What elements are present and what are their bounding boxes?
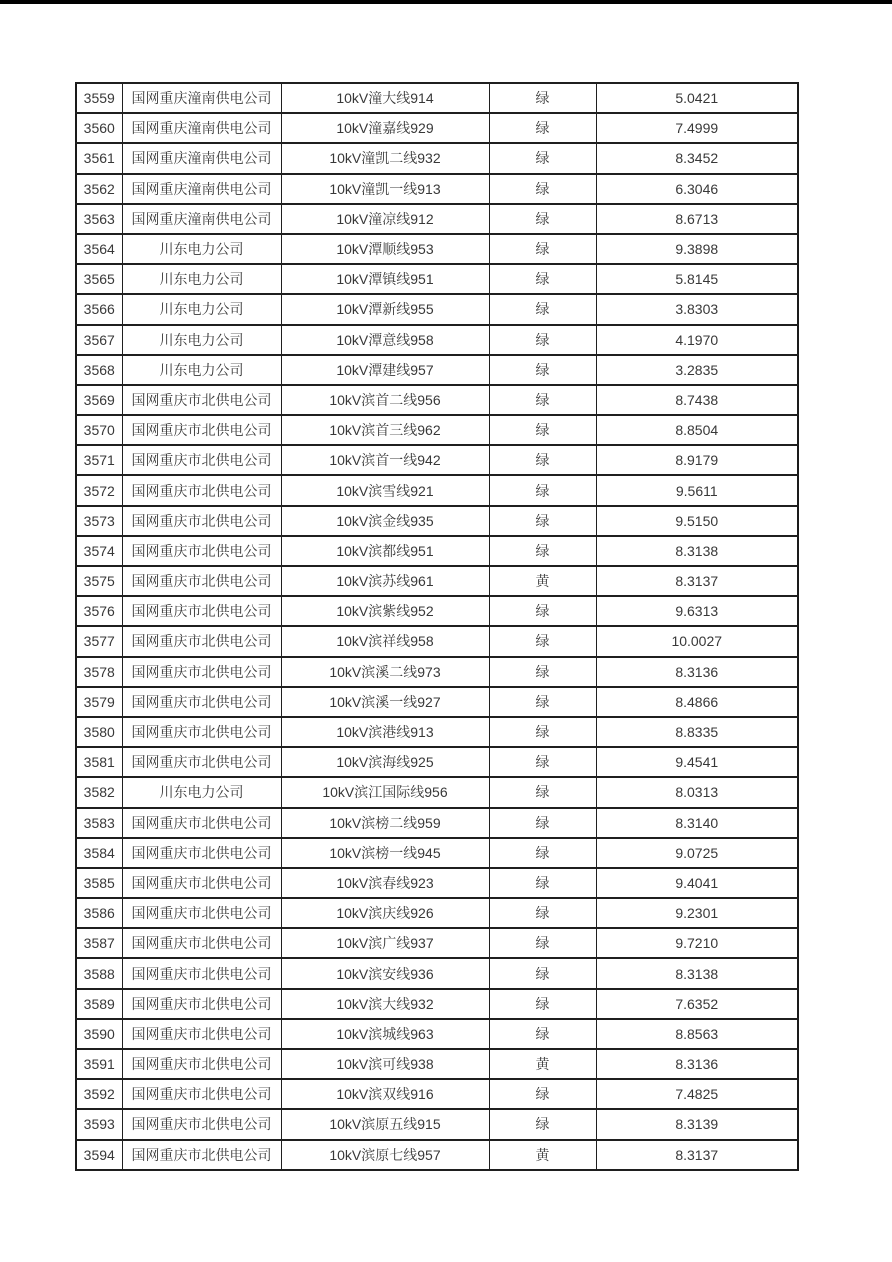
status-cell: 绿: [489, 83, 596, 113]
line-name-cell: 10kV潼凉线912: [281, 204, 489, 234]
line-name-cell: 10kV滨大线932: [281, 989, 489, 1019]
status-cell: 绿: [489, 113, 596, 143]
value-cell: 9.3898: [596, 234, 798, 264]
table-row: [76, 445, 798, 475]
row-index-cell: 3570: [76, 415, 122, 445]
status-cell: 绿: [489, 838, 596, 868]
status-cell: 绿: [489, 1079, 596, 1109]
status-cell: 绿: [489, 808, 596, 838]
table-row: [76, 1079, 798, 1109]
company-cell: 国网重庆市北供电公司: [122, 536, 281, 566]
row-index-cell: 3568: [76, 355, 122, 385]
status-cell: 绿: [489, 143, 596, 173]
company-cell: 川东电力公司: [122, 777, 281, 807]
company-cell: 国网重庆潼南供电公司: [122, 174, 281, 204]
value-cell: 8.3452: [596, 143, 798, 173]
row-index-cell: 3584: [76, 838, 122, 868]
row-index-cell: 3565: [76, 264, 122, 294]
company-cell: 国网重庆市北供电公司: [122, 838, 281, 868]
line-name-cell: 10kV滨海线925: [281, 747, 489, 777]
line-name-cell: 10kV滨可线938: [281, 1049, 489, 1079]
table-row: [76, 475, 798, 505]
value-cell: 5.8145: [596, 264, 798, 294]
row-index-cell: 3581: [76, 747, 122, 777]
status-cell: 绿: [489, 777, 596, 807]
status-cell: 黄: [489, 1049, 596, 1079]
company-cell: 川东电力公司: [122, 294, 281, 324]
company-cell: 川东电力公司: [122, 264, 281, 294]
value-cell: 9.5150: [596, 506, 798, 536]
row-index-cell: 3578: [76, 657, 122, 687]
table-row: [76, 355, 798, 385]
status-cell: 绿: [489, 1019, 596, 1049]
status-cell: 绿: [489, 385, 596, 415]
value-cell: 8.3137: [596, 1140, 798, 1170]
company-cell: 国网重庆市北供电公司: [122, 415, 281, 445]
status-cell: 绿: [489, 174, 596, 204]
status-cell: 绿: [489, 596, 596, 626]
value-cell: 8.3138: [596, 536, 798, 566]
status-cell: 绿: [489, 264, 596, 294]
line-name-cell: 10kV滨春线923: [281, 868, 489, 898]
table-row: [76, 385, 798, 415]
row-index-cell: 3590: [76, 1019, 122, 1049]
company-cell: 川东电力公司: [122, 234, 281, 264]
value-cell: 8.3139: [596, 1109, 798, 1139]
status-cell: 绿: [489, 747, 596, 777]
value-cell: 8.3140: [596, 808, 798, 838]
company-cell: 国网重庆市北供电公司: [122, 717, 281, 747]
table-row: [76, 113, 798, 143]
value-cell: 3.2835: [596, 355, 798, 385]
status-cell: 黄: [489, 566, 596, 596]
line-name-cell: 10kV滨溪一线927: [281, 687, 489, 717]
company-cell: 国网重庆市北供电公司: [122, 989, 281, 1019]
status-cell: 绿: [489, 475, 596, 505]
row-index-cell: 3582: [76, 777, 122, 807]
row-index-cell: 3577: [76, 626, 122, 656]
status-cell: 绿: [489, 445, 596, 475]
company-cell: 川东电力公司: [122, 355, 281, 385]
value-cell: 8.7438: [596, 385, 798, 415]
line-name-cell: 10kV滨首一线942: [281, 445, 489, 475]
status-cell: 绿: [489, 1109, 596, 1139]
row-index-cell: 3586: [76, 898, 122, 928]
company-cell: 国网重庆市北供电公司: [122, 958, 281, 988]
line-name-cell: 10kV潭建线957: [281, 355, 489, 385]
value-cell: 4.1970: [596, 325, 798, 355]
value-cell: 9.4541: [596, 747, 798, 777]
line-name-cell: 10kV潭意线958: [281, 325, 489, 355]
company-cell: 国网重庆市北供电公司: [122, 1079, 281, 1109]
company-cell: 国网重庆潼南供电公司: [122, 143, 281, 173]
row-index-cell: 3580: [76, 717, 122, 747]
status-cell: 绿: [489, 958, 596, 988]
table-row: [76, 687, 798, 717]
line-name-cell: 10kV滨祥线958: [281, 626, 489, 656]
table-row: [76, 83, 798, 113]
line-name-cell: 10kV滨安线936: [281, 958, 489, 988]
value-cell: 8.3137: [596, 566, 798, 596]
company-cell: 国网重庆市北供电公司: [122, 626, 281, 656]
table-row: [76, 777, 798, 807]
row-index-cell: 3563: [76, 204, 122, 234]
line-name-cell: 10kV潼大线914: [281, 83, 489, 113]
row-index-cell: 3569: [76, 385, 122, 415]
table-row: [76, 1019, 798, 1049]
value-cell: 8.3138: [596, 958, 798, 988]
line-name-cell: 10kV滨原七线957: [281, 1140, 489, 1170]
line-name-cell: 10kV潭新线955: [281, 294, 489, 324]
company-cell: 川东电力公司: [122, 325, 281, 355]
line-name-cell: 10kV滨金线935: [281, 506, 489, 536]
line-name-cell: 10kV滨城线963: [281, 1019, 489, 1049]
row-index-cell: 3588: [76, 958, 122, 988]
row-index-cell: 3562: [76, 174, 122, 204]
row-index-cell: 3573: [76, 506, 122, 536]
row-index-cell: 3583: [76, 808, 122, 838]
row-index-cell: 3593: [76, 1109, 122, 1139]
row-index-cell: 3589: [76, 989, 122, 1019]
value-cell: 8.8563: [596, 1019, 798, 1049]
line-name-cell: 10kV滨广线937: [281, 928, 489, 958]
line-name-cell: 10kV滨江国际线956: [281, 777, 489, 807]
line-name-cell: 10kV潼凯二线932: [281, 143, 489, 173]
status-cell: 绿: [489, 626, 596, 656]
table-row: [76, 1109, 798, 1139]
value-cell: 8.3136: [596, 1049, 798, 1079]
table-row: [76, 506, 798, 536]
value-cell: 8.8335: [596, 717, 798, 747]
company-cell: 国网重庆市北供电公司: [122, 596, 281, 626]
company-cell: 国网重庆市北供电公司: [122, 506, 281, 536]
company-cell: 国网重庆潼南供电公司: [122, 113, 281, 143]
table-row: [76, 596, 798, 626]
status-cell: 绿: [489, 415, 596, 445]
status-cell: 绿: [489, 294, 596, 324]
value-cell: 9.6313: [596, 596, 798, 626]
table-row: [76, 626, 798, 656]
company-cell: 国网重庆市北供电公司: [122, 898, 281, 928]
power-line-table: [75, 82, 799, 1171]
row-index-cell: 3592: [76, 1079, 122, 1109]
table-row: [76, 325, 798, 355]
table-row: [76, 989, 798, 1019]
row-index-cell: 3560: [76, 113, 122, 143]
row-index-cell: 3591: [76, 1049, 122, 1079]
company-cell: 国网重庆潼南供电公司: [122, 204, 281, 234]
row-index-cell: 3572: [76, 475, 122, 505]
status-cell: 绿: [489, 506, 596, 536]
value-cell: 7.4825: [596, 1079, 798, 1109]
status-cell: 黄: [489, 1140, 596, 1170]
company-cell: 国网重庆潼南供电公司: [122, 83, 281, 113]
line-name-cell: 10kV滨原五线915: [281, 1109, 489, 1139]
table-row: [76, 838, 798, 868]
table-row: [76, 1049, 798, 1079]
value-cell: 5.0421: [596, 83, 798, 113]
value-cell: 9.0725: [596, 838, 798, 868]
row-index-cell: 3594: [76, 1140, 122, 1170]
row-index-cell: 3575: [76, 566, 122, 596]
line-name-cell: 10kV滨首三线962: [281, 415, 489, 445]
table-row: [76, 174, 798, 204]
table-row: [76, 143, 798, 173]
value-cell: 8.3136: [596, 657, 798, 687]
table-row: [76, 898, 798, 928]
line-name-cell: 10kV潼嘉线929: [281, 113, 489, 143]
company-cell: 国网重庆市北供电公司: [122, 928, 281, 958]
value-cell: 9.4041: [596, 868, 798, 898]
value-cell: 8.4866: [596, 687, 798, 717]
table-row: [76, 1140, 798, 1170]
company-cell: 国网重庆市北供电公司: [122, 385, 281, 415]
value-cell: 3.8303: [596, 294, 798, 324]
company-cell: 国网重庆市北供电公司: [122, 1140, 281, 1170]
top-black-bar: [0, 0, 892, 4]
company-cell: 国网重庆市北供电公司: [122, 747, 281, 777]
row-index-cell: 3559: [76, 83, 122, 113]
status-cell: 绿: [489, 898, 596, 928]
line-name-cell: 10kV潭顺线953: [281, 234, 489, 264]
status-cell: 绿: [489, 355, 596, 385]
value-cell: 7.4999: [596, 113, 798, 143]
table-row: [76, 958, 798, 988]
table-row: [76, 566, 798, 596]
row-index-cell: 3564: [76, 234, 122, 264]
table-row: [76, 657, 798, 687]
table-row: [76, 536, 798, 566]
company-cell: 国网重庆市北供电公司: [122, 657, 281, 687]
company-cell: 国网重庆市北供电公司: [122, 445, 281, 475]
line-name-cell: 10kV滨都线951: [281, 536, 489, 566]
status-cell: 绿: [489, 325, 596, 355]
value-cell: 9.5611: [596, 475, 798, 505]
table-row: [76, 717, 798, 747]
line-name-cell: 10kV滨双线916: [281, 1079, 489, 1109]
table-row: [76, 264, 798, 294]
value-cell: 6.3046: [596, 174, 798, 204]
line-name-cell: 10kV滨溪二线973: [281, 657, 489, 687]
company-cell: 国网重庆市北供电公司: [122, 868, 281, 898]
status-cell: 绿: [489, 234, 596, 264]
line-name-cell: 10kV滨紫线952: [281, 596, 489, 626]
value-cell: 9.2301: [596, 898, 798, 928]
line-name-cell: 10kV潭镇线951: [281, 264, 489, 294]
row-index-cell: 3571: [76, 445, 122, 475]
status-cell: 绿: [489, 657, 596, 687]
line-name-cell: 10kV滨榜二线959: [281, 808, 489, 838]
value-cell: 8.0313: [596, 777, 798, 807]
table-row: [76, 808, 798, 838]
table-row: [76, 747, 798, 777]
row-index-cell: 3566: [76, 294, 122, 324]
line-name-cell: 10kV滨港线913: [281, 717, 489, 747]
line-name-cell: 10kV潼凯一线913: [281, 174, 489, 204]
status-cell: 绿: [489, 536, 596, 566]
line-name-cell: 10kV滨榜一线945: [281, 838, 489, 868]
table-row: [76, 928, 798, 958]
company-cell: 国网重庆市北供电公司: [122, 1049, 281, 1079]
value-cell: 8.8504: [596, 415, 798, 445]
table-row: [76, 294, 798, 324]
row-index-cell: 3585: [76, 868, 122, 898]
line-name-cell: 10kV滨庆线926: [281, 898, 489, 928]
table-row: [76, 234, 798, 264]
status-cell: 绿: [489, 717, 596, 747]
row-index-cell: 3567: [76, 325, 122, 355]
status-cell: 绿: [489, 928, 596, 958]
company-cell: 国网重庆市北供电公司: [122, 808, 281, 838]
status-cell: 绿: [489, 989, 596, 1019]
company-cell: 国网重庆市北供电公司: [122, 1109, 281, 1139]
value-cell: 8.9179: [596, 445, 798, 475]
status-cell: 绿: [489, 868, 596, 898]
line-name-cell: 10kV滨苏线961: [281, 566, 489, 596]
status-cell: 绿: [489, 687, 596, 717]
value-cell: 8.6713: [596, 204, 798, 234]
row-index-cell: 3576: [76, 596, 122, 626]
table-row: [76, 415, 798, 445]
row-index-cell: 3574: [76, 536, 122, 566]
row-index-cell: 3587: [76, 928, 122, 958]
table-body: [76, 83, 798, 1170]
company-cell: 国网重庆市北供电公司: [122, 1019, 281, 1049]
value-cell: 7.6352: [596, 989, 798, 1019]
company-cell: 国网重庆市北供电公司: [122, 475, 281, 505]
line-name-cell: 10kV滨雪线921: [281, 475, 489, 505]
table-row: [76, 204, 798, 234]
table-row: [76, 868, 798, 898]
company-cell: 国网重庆市北供电公司: [122, 687, 281, 717]
company-cell: 国网重庆市北供电公司: [122, 566, 281, 596]
data-table-container: [75, 82, 799, 1171]
status-cell: 绿: [489, 204, 596, 234]
value-cell: 10.0027: [596, 626, 798, 656]
row-index-cell: 3561: [76, 143, 122, 173]
value-cell: 9.7210: [596, 928, 798, 958]
row-index-cell: 3579: [76, 687, 122, 717]
line-name-cell: 10kV滨首二线956: [281, 385, 489, 415]
